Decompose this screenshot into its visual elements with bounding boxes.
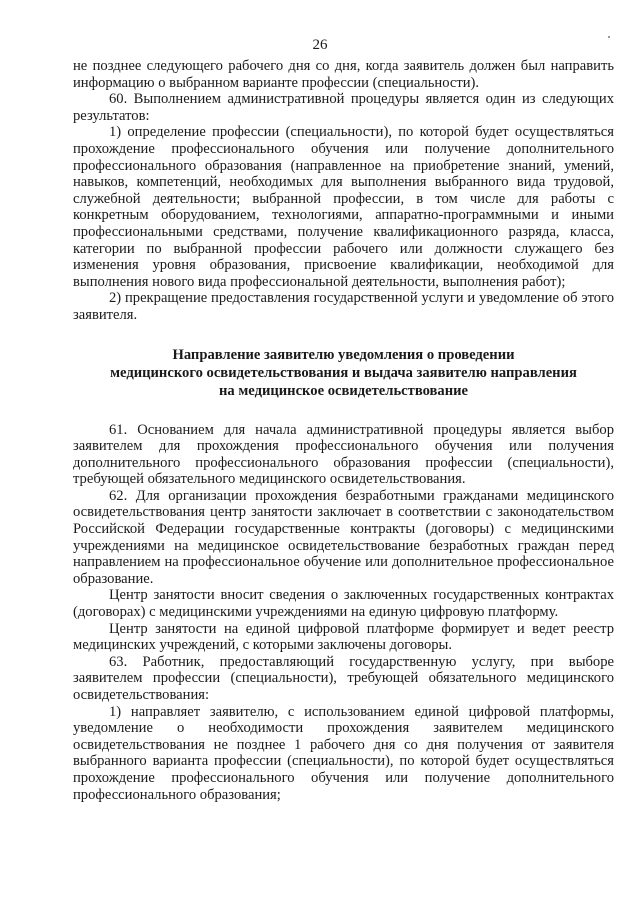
section-heading-line: на медицинское освидетельствование xyxy=(218,382,469,399)
paragraph-63: 63. Работник, предоставляющий государственную услугу, при выборе заявителем профессии (специальности), требующей обязательного медицинского освидетельствования: xyxy=(73,653,614,703)
paragraph-63-item-1: 1) направляет заявителю, с использованием единой цифровой платформы, уведомление о необходимости прохождения заявителем медицинского освидетельствования не позднее 1 рабочего дня со дня получения от заявителя выбранного варианта профессии (специальности), по которой будет осуществляться прохождение профессионального обучения или получение дополнительного профессионального образования; xyxy=(73,703,614,803)
document-body xyxy=(73,58,614,803)
section-heading-line: медицинского освидетельствования и выдача заявителю направления xyxy=(110,364,577,381)
paragraph-62-registry-contracts: Центр занятости вносит сведения о заключенных государственных контрактах (договорах) с медицинскими учреждениями на единую цифровую платформу. xyxy=(73,587,614,621)
paragraph-60-item-2: 2) прекращение предоставления государственной услуги и уведомление об этого заявителя. xyxy=(73,290,614,323)
paragraph-62: 62. Для организации прохождения безработными гражданами медицинского освидетельствования центр занятости заключает в соответствии с законодательством Российской Федерации государственные контракты (договоры) с медицинскими учреждениями на медицинское освидетельствование безработных граждан перед направлением на профессиональное обучение или дополнительное профессиональное образование. xyxy=(73,487,614,587)
page-number: 26 xyxy=(312,37,328,53)
paragraph-60: 60. Выполнением административной процедуры является один из следующих результатов: xyxy=(73,91,614,124)
section-heading-line: Направление заявителю уведомления о проведении xyxy=(172,346,515,363)
paragraph-61: 61. Основанием для начала административной процедуры является выбор заявителем для прохождения профессионального обучения или получения дополнительного профессионального образования профессии (специальности), требующей обязательного медицинского освидетельствования. xyxy=(73,421,614,488)
paragraph-60-item-1: 1) определение профессии (специальности), по которой будет осуществляться прохождение профессионального обучения или получение дополнительного профессионального образования (направленное на приобретение знаний, умений, навыков, компетенций, необходимых для выполнения выбранного вида трудовой, служебной деятельности; выбранной профессии, в том числе для работы с конкретным оборудованием, технологиями, аппаратно-программными и иными профессиональными средствами, получение квалификационного разряда, класса, категории по выбранной профессии рабочего или должности служащего без изменения уровня образования, присвоение квалификации, необходимой для выполнения нового вида профессиональной деятельности, выполнения работ); xyxy=(73,124,614,290)
section-heading xyxy=(73,346,614,400)
paragraph-continuation: не позднее следующего рабочего дня со дня, когда заявитель должен был направить информацию о выбранном варианте профессии (специальности). xyxy=(73,58,614,91)
paragraph-62-registry-institutions: Центр занятости на единой цифровой платформе формирует и ведет реестр медицинских учреждений, с которыми заключены договоры. xyxy=(73,620,614,654)
